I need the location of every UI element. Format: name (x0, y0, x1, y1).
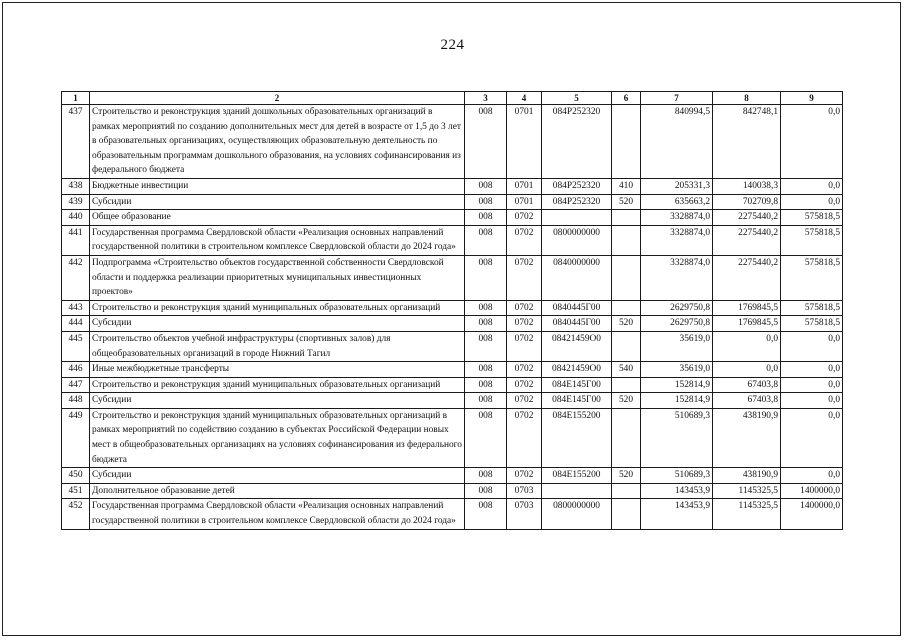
table-row (62, 194, 843, 210)
col5-value: 0800000000 (542, 225, 612, 255)
budget-table (61, 91, 843, 530)
col6-value (612, 331, 641, 361)
row-name: Строительство объектов учебной инфраструктуры (спортивных залов) для общеобразовательных организаций в городе Нижний Тагил (90, 331, 465, 361)
col6-value: 520 (612, 393, 641, 409)
col4-value: 0702 (507, 225, 542, 255)
col4-value: 0701 (507, 105, 542, 179)
header-row (62, 92, 843, 105)
table-row (62, 255, 843, 300)
col3-value: 008 (465, 331, 507, 361)
column-header: 6 (612, 92, 641, 105)
col6-value (612, 225, 641, 255)
col3-value: 008 (465, 499, 507, 529)
col4-value: 0703 (507, 499, 542, 529)
row-name: Строительство и реконструкция зданий муниципальных образовательных организаций (90, 300, 465, 316)
col4-value: 0701 (507, 178, 542, 194)
col9-amount: 0,0 (781, 178, 843, 194)
col7-amount: 35619,0 (641, 362, 713, 378)
col4-value: 0702 (507, 300, 542, 316)
col5-value: 0840445Г00 (542, 300, 612, 316)
col8-amount: 2275440,2 (713, 225, 781, 255)
col9-amount: 0,0 (781, 468, 843, 484)
col5-value (542, 210, 612, 226)
col3-value: 008 (465, 468, 507, 484)
row-number: 437 (62, 105, 90, 179)
column-header: 5 (542, 92, 612, 105)
row-name: Строительство и реконструкция зданий муниципальных образовательных организаций в рамках мероприятий по содействию созданию в субъектах Российской Федерации новых мест в общеобразовательных организациях на условиях софинансирования из федерального бюджета (90, 408, 465, 467)
row-number: 443 (62, 300, 90, 316)
col6-value (612, 483, 641, 499)
table-row (62, 316, 843, 332)
row-number: 450 (62, 468, 90, 484)
col8-amount: 2275440,2 (713, 255, 781, 300)
col6-value (612, 499, 641, 529)
table-row (62, 408, 843, 467)
row-name: Субсидии (90, 316, 465, 332)
col7-amount: 152814,9 (641, 393, 713, 409)
row-name: Субсидии (90, 194, 465, 210)
col9-amount: 0,0 (781, 377, 843, 393)
row-number: 452 (62, 499, 90, 529)
col8-amount: 702709,8 (713, 194, 781, 210)
col6-value (612, 105, 641, 179)
row-name: Подпрограмма «Строительство объектов государственной собственности Свердловской области и поддержка реализации приоритетных муниципальных инвестиционных проектов» (90, 255, 465, 300)
col6-value: 520 (612, 194, 641, 210)
column-header: 9 (781, 92, 843, 105)
col8-amount: 842748,1 (713, 105, 781, 179)
col8-amount: 1769845,5 (713, 300, 781, 316)
column-header: 3 (465, 92, 507, 105)
col5-value: 084P252320 (542, 194, 612, 210)
col4-value: 0702 (507, 210, 542, 226)
column-header: 8 (713, 92, 781, 105)
col7-amount: 2629750,8 (641, 316, 713, 332)
col7-amount: 143453,9 (641, 483, 713, 499)
col8-amount: 67403,8 (713, 377, 781, 393)
col6-value: 410 (612, 178, 641, 194)
col9-amount: 575818,5 (781, 255, 843, 300)
col9-amount: 0,0 (781, 331, 843, 361)
row-number: 441 (62, 225, 90, 255)
row-number: 439 (62, 194, 90, 210)
col3-value: 008 (465, 255, 507, 300)
col5-value: 0840000000 (542, 255, 612, 300)
col8-amount: 438190,9 (713, 468, 781, 484)
col3-value: 008 (465, 300, 507, 316)
col5-value: 0800000000 (542, 499, 612, 529)
col6-value (612, 377, 641, 393)
table-row (62, 331, 843, 361)
col6-value (612, 408, 641, 467)
col4-value: 0701 (507, 194, 542, 210)
col9-amount: 0,0 (781, 105, 843, 179)
row-name: Государственная программа Свердловской области «Реализация основных направлений государственной политики в строительном комплексе Свердловской области до 2024 года» (90, 225, 465, 255)
col8-amount: 0,0 (713, 362, 781, 378)
col4-value: 0702 (507, 377, 542, 393)
row-name: Государственная программа Свердловской области «Реализация основных направлений государственной политики в строительном комплексе Свердловской области до 2024 года» (90, 499, 465, 529)
table-row (62, 377, 843, 393)
table-row (62, 393, 843, 409)
col5-value: 0840445Г00 (542, 316, 612, 332)
col3-value: 008 (465, 362, 507, 378)
col8-amount: 438190,9 (713, 408, 781, 467)
row-name: Бюджетные инвестиции (90, 178, 465, 194)
col5-value: 084P252320 (542, 178, 612, 194)
col7-amount: 2629750,8 (641, 300, 713, 316)
col3-value: 008 (465, 393, 507, 409)
col7-amount: 635663,2 (641, 194, 713, 210)
col6-value (612, 300, 641, 316)
col5-value: 08421459О0 (542, 331, 612, 361)
row-number: 447 (62, 377, 90, 393)
col5-value (542, 483, 612, 499)
table-row (62, 210, 843, 226)
col8-amount: 2275440,2 (713, 210, 781, 226)
col8-amount: 1145325,5 (713, 483, 781, 499)
col9-amount: 1400000,0 (781, 499, 843, 529)
column-header: 1 (62, 92, 90, 105)
row-number: 446 (62, 362, 90, 378)
col7-amount: 3328874,0 (641, 210, 713, 226)
col4-value: 0702 (507, 255, 542, 300)
col9-amount: 1400000,0 (781, 483, 843, 499)
column-header: 2 (90, 92, 465, 105)
col7-amount: 35619,0 (641, 331, 713, 361)
table-row (62, 300, 843, 316)
col3-value: 008 (465, 377, 507, 393)
column-header: 7 (641, 92, 713, 105)
table-row (62, 225, 843, 255)
col9-amount: 575818,5 (781, 316, 843, 332)
col9-amount: 0,0 (781, 362, 843, 378)
col3-value: 008 (465, 483, 507, 499)
col5-value: 084E145Г00 (542, 393, 612, 409)
col9-amount: 575818,5 (781, 225, 843, 255)
col3-value: 008 (465, 225, 507, 255)
col3-value: 008 (465, 210, 507, 226)
col6-value (612, 210, 641, 226)
col9-amount: 0,0 (781, 194, 843, 210)
table-row (62, 362, 843, 378)
row-number: 442 (62, 255, 90, 300)
row-name: Субсидии (90, 468, 465, 484)
page-number: 224 (440, 37, 465, 53)
col5-value: 08421459О0 (542, 362, 612, 378)
col4-value: 0702 (507, 331, 542, 361)
row-name: Иные межбюджетные трансферты (90, 362, 465, 378)
col4-value: 0702 (507, 468, 542, 484)
col4-value: 0703 (507, 483, 542, 499)
col8-amount: 0,0 (713, 331, 781, 361)
row-name: Строительство и реконструкция зданий муниципальных образовательных организаций (90, 377, 465, 393)
col7-amount: 205331,3 (641, 178, 713, 194)
col4-value: 0702 (507, 393, 542, 409)
table-row (62, 468, 843, 484)
column-header: 4 (507, 92, 542, 105)
col6-value: 520 (612, 316, 641, 332)
col9-amount: 575818,5 (781, 210, 843, 226)
table-row (62, 178, 843, 194)
row-number: 445 (62, 331, 90, 361)
col4-value: 0702 (507, 362, 542, 378)
row-number: 448 (62, 393, 90, 409)
col7-amount: 143453,9 (641, 499, 713, 529)
col6-value: 540 (612, 362, 641, 378)
row-number: 449 (62, 408, 90, 467)
col8-amount: 67403,8 (713, 393, 781, 409)
col7-amount: 510689,3 (641, 468, 713, 484)
col5-value: 084P252320 (542, 105, 612, 179)
col7-amount: 3328874,0 (641, 255, 713, 300)
col6-value (612, 255, 641, 300)
col8-amount: 1769845,5 (713, 316, 781, 332)
col4-value: 0702 (507, 408, 542, 467)
table-row (62, 499, 843, 529)
row-number: 440 (62, 210, 90, 226)
row-name: Субсидии (90, 393, 465, 409)
row-name: Общее образование (90, 210, 465, 226)
table-row (62, 105, 843, 179)
col9-amount: 0,0 (781, 408, 843, 467)
row-name: Строительство и реконструкция зданий дошкольных образовательных организаций в рамках мероприятий по созданию дополнительных мест для детей в возрасте от 1,5 до 3 лет в образовательных организациях, осуществляющих образовательную деятельность по образовательным программам дошкольного образования, на условиях софинансирования из федерального бюджета (90, 105, 465, 179)
col5-value: 084E155200 (542, 408, 612, 467)
col3-value: 008 (465, 105, 507, 179)
col6-value: 520 (612, 468, 641, 484)
col8-amount: 140038,3 (713, 178, 781, 194)
col3-value: 008 (465, 316, 507, 332)
col7-amount: 840994,5 (641, 105, 713, 179)
col9-amount: 575818,5 (781, 300, 843, 316)
row-number: 438 (62, 178, 90, 194)
col7-amount: 152814,9 (641, 377, 713, 393)
row-name: Дополнительное образование детей (90, 483, 465, 499)
col9-amount: 0,0 (781, 393, 843, 409)
col3-value: 008 (465, 178, 507, 194)
table-row (62, 483, 843, 499)
row-number: 451 (62, 483, 90, 499)
col4-value: 0702 (507, 316, 542, 332)
col3-value: 008 (465, 194, 507, 210)
col7-amount: 3328874,0 (641, 225, 713, 255)
col5-value: 084E145Г00 (542, 377, 612, 393)
col3-value: 008 (465, 408, 507, 467)
col7-amount: 510689,3 (641, 408, 713, 467)
col8-amount: 1145325,5 (713, 499, 781, 529)
col5-value: 084E155200 (542, 468, 612, 484)
row-number: 444 (62, 316, 90, 332)
